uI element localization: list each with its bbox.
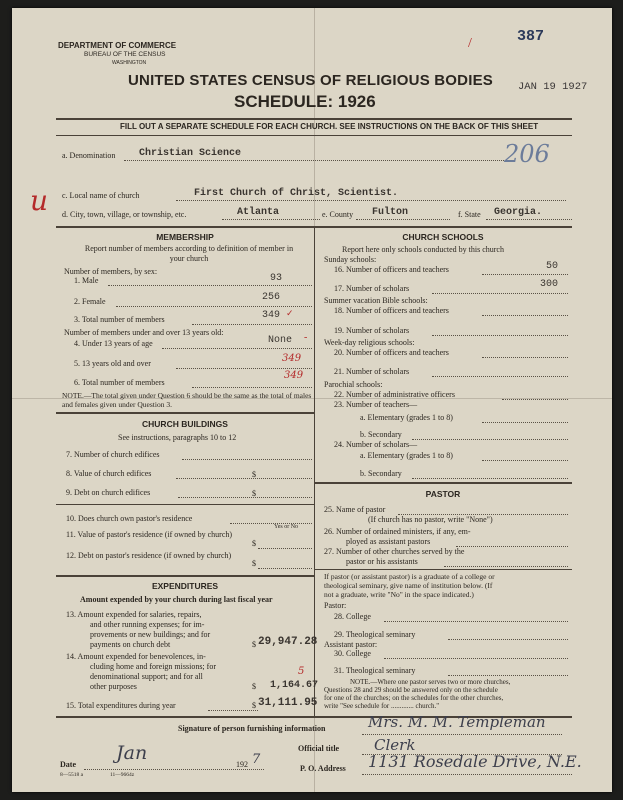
dollar-sign: $ [252,470,256,479]
q2-value: 256 [262,292,281,303]
local-name-value: First Church of Christ, Scientist. [194,188,399,199]
date-value: Jan [116,742,148,764]
q6-label: 6. Total number of members [74,378,165,387]
q14-line2: cluding home and foreign missions; for [90,662,216,671]
q17-label: 17. Number of scholars [334,284,410,293]
signature-value: Mrs. M. M. Templeman [368,713,546,731]
fill-line [176,200,566,201]
red-check-mark: / [468,36,472,51]
fill-line [124,160,504,161]
q13-value: 29,947.28 [258,636,318,648]
q1-value: 93 [270,273,283,284]
divider [56,118,572,120]
fill-line [116,306,312,307]
membership-note: NOTE.—The total given under Question 6 should be the same as the total of males and females given under Question 3. [62,391,312,409]
schools-title: CHURCH SCHOOLS [402,232,484,242]
fill-line [258,568,312,569]
instruction-text: FILL OUT A SEPARATE SCHEDULE FOR EACH CHURCH. SEE INSTRUCTIONS ON THE BACK OF THIS SHEET [120,122,539,131]
buildings-intro: See instructions, paragraphs 10 to 12 [118,433,237,442]
county-label: e. County [322,210,354,219]
grad-line3: not a graduate, write "No" in the space indicated.) [324,590,474,599]
fill-line [192,387,312,388]
q5-value: 349 [282,353,302,364]
parochial-label: Parochial schools: [324,380,383,389]
fill-line [176,368,312,369]
q5-label: 5. 13 years old and over [74,359,151,368]
fill-line [432,293,568,294]
q14-red-correction: 5 [298,666,305,677]
fill-line [432,376,568,377]
q31-label: 31. Theological seminary [334,666,416,675]
fill-line [482,460,568,461]
schedule-title: SCHEDULE: 1926 [234,92,376,111]
q22-label: 22. Number of administrative officers [334,390,455,399]
pastor-note-line4: write "See schedule for ............. church." [324,702,440,710]
q3-label: 3. Total number of members [74,315,165,324]
signature-label: Signature of person furnishing information [178,724,326,733]
divider [56,504,314,505]
asst-sublabel: Assistant pastor: [324,640,378,649]
q4-red-mark: - [304,332,308,343]
stamp-number: 387 [517,28,545,45]
fill-line [182,459,312,460]
q28-label: 28. College [334,612,371,621]
fill-line [208,710,258,711]
fill-line [222,219,320,220]
city-label: WASHINGTON [112,60,147,66]
grad-line2: theological seminary, give name of institution below. (If [324,581,493,590]
q23-label: 23. Number of teachers— [334,400,418,409]
q14-value: 1,164.67 [270,680,319,691]
fill-line [448,639,568,640]
fill-line [482,422,568,423]
sunday-label: Sunday schools: [324,255,377,264]
dollar-sign: $ [252,559,256,568]
buildings-title: CHURCH BUILDINGS [142,419,228,429]
q16-label: 16. Number of officers and teachers [334,265,449,274]
fill-line [482,315,568,316]
county-value: Fulton [372,207,409,218]
divider [56,575,314,577]
q4-value: None [268,335,293,346]
red-u-annotation: u [30,184,49,217]
form-title: UNITED STATES CENSUS OF RELIGIOUS BODIES [128,72,493,89]
q12-label: 12. Debt on pastor's residence (if owned by church) [66,551,232,560]
q24b-label: b. Secondary [360,469,402,478]
q26-line1: 26. Number of ordained ministers, if any, em- [324,527,471,536]
city-value: Atlanta [237,207,280,218]
q15-label: 15. Total expenditures during year [66,701,176,710]
q3-value: 349 [262,310,281,321]
fill-line [178,497,312,498]
q30-label: 30. College [334,649,371,658]
fill-line [444,566,568,567]
pastor-sublabel: Pastor: [324,601,347,610]
q11-label: 11. Value of pastor's residence (if owned by church) [66,530,233,539]
q2-label: 2. Female [74,297,106,306]
grad-line1: If pastor (or assistant pastor) is a graduate of a college or [324,572,495,581]
pastor-note-line1: NOTE.—Where one pastor serves two or more churches, [350,678,511,686]
q10-label: 10. Does church own pastor's residence [66,514,193,523]
dollar-sign: $ [252,539,256,548]
q23a-label: a. Elementary (grades 1 to 8) [360,413,453,422]
fill-line [356,219,450,220]
fill-line [108,285,312,286]
state-value: Georgia. [494,207,543,218]
divider [56,135,572,136]
by-sex-label: Number of members, by sex: [64,267,158,276]
fill-line [192,324,312,325]
q13-line3: provements or new buildings; and for [90,630,211,639]
fill-line [482,274,568,275]
fill-line [176,478,312,479]
official-title-label: Official title [298,744,340,753]
year-hand: 7 [252,752,261,767]
q27-line1: 27. Number of other churches served by the [324,547,465,556]
print-number: 11—9664z [110,772,135,778]
year-prefix: 192 [236,760,248,769]
form-number: 8—5518 a [60,772,84,778]
q13-line4: payments on church debt [90,640,171,649]
denomination-label: a. Denomination [62,151,116,160]
q1-label: 1. Male [74,276,99,285]
fill-line [448,675,568,676]
q14-line3: denominational support; and for all [90,672,203,681]
local-name-label: c. Local name of church [62,191,140,200]
membership-intro [84,244,294,264]
date-label: Date [60,760,76,769]
q24-label: 24. Number of scholars— [334,440,418,449]
address-value: 1131 Rosedale Drive, N.E. [368,752,582,771]
received-date-stamp: JAN 19 1927 [518,81,588,93]
q25-label: 25. Name of pastor [324,505,386,514]
summer-label: Summer vacation Bible schools: [324,296,428,305]
q13-line2: and other running expenses; for im- [90,620,205,629]
q24a-label: a. Elementary (grades 1 to 8) [360,451,453,460]
fill-line [384,658,568,659]
membership-intro-text: Report number of members according to definition of member in your church [84,244,294,263]
fill-line [482,357,568,358]
state-label: f. State [458,210,481,219]
q17-value: 300 [540,279,559,290]
q6-value: 349 [284,370,304,381]
q29-label: 29. Theological seminary [334,630,416,639]
q4-label: 4. Under 13 years of age [74,339,153,348]
fill-line [432,335,568,336]
dollar-sign: $ [252,682,256,691]
q21-label: 21. Number of scholars [334,367,410,376]
pastor-note-line3: for one of the churches; on the schedules for the other churches, [324,694,504,702]
city-field-label: d. City, town, village, or township, etc. [62,210,187,219]
weekday-label: Week-day religious schools: [324,338,415,347]
fill-line [362,774,572,775]
q8-label: 8. Value of church edifices [66,469,152,478]
fill-line [486,219,572,220]
q20-label: 20. Number of officers and teachers [334,348,449,357]
q26-line2: ployed as assistant pastors [346,537,431,546]
fill-line [162,348,312,349]
bureau-label: BUREAU OF THE CENSUS [84,51,166,58]
q25-sub: (If church has no pastor, write "None") [368,515,493,524]
q7-label: 7. Number of church edifices [66,450,160,459]
q27-line2: pastor or his assistants [346,557,418,566]
expenditures-title: EXPENDITURES [151,581,219,591]
fill-line [412,439,568,440]
red-tick: ✓ [286,308,294,318]
fill-line [384,621,568,622]
divider [314,482,572,484]
handwritten-number: 206 [504,140,550,168]
q9-label: 9. Debt on church edifices [66,488,151,497]
dollar-sign: $ [252,701,256,710]
census-schedule-sheet [12,8,612,792]
denomination-value: Christian Science [139,148,242,159]
yes-no-hint: Yes or No [274,524,299,530]
dept-label: DEPARTMENT OF COMMERCE [58,41,177,50]
fill-line [362,734,562,735]
q16-value: 50 [546,261,559,272]
q23b-label: b. Secondary [360,430,402,439]
fill-line [258,548,312,549]
schools-intro: Report here only schools conducted by this church [342,245,504,254]
q15-value: 31,111.95 [258,697,318,709]
fill-line [456,546,568,547]
dollar-sign: $ [252,640,256,649]
expenditures-intro: Amount expended by your church during last fiscal year [80,595,273,604]
q18-label: 18. Number of officers and teachers [334,306,449,315]
fill-line [412,478,568,479]
q14-line1: 14. Amount expended for benevolences, in- [66,652,206,661]
divider [314,569,572,570]
q13-line1: 13. Amount expended for salaries, repairs, [66,610,202,619]
membership-title: MEMBERSHIP [156,232,214,242]
address-label: P. O. Address [300,764,346,773]
age-intro-label: Number of members under and over 13 years old: [64,328,224,337]
q19-label: 19. Number of scholars [334,326,410,335]
divider [56,412,314,414]
fill-line [84,769,264,770]
dollar-sign: $ [252,489,256,498]
fill-line [230,523,312,524]
official-title-value: Clerk [374,736,416,754]
pastor-note-line2: Questions 28 and 29 should be answered only on the schedule [324,686,498,694]
fill-line [502,399,568,400]
pastor-title: PASTOR [425,489,461,499]
q14-line4: other purposes [90,682,137,691]
